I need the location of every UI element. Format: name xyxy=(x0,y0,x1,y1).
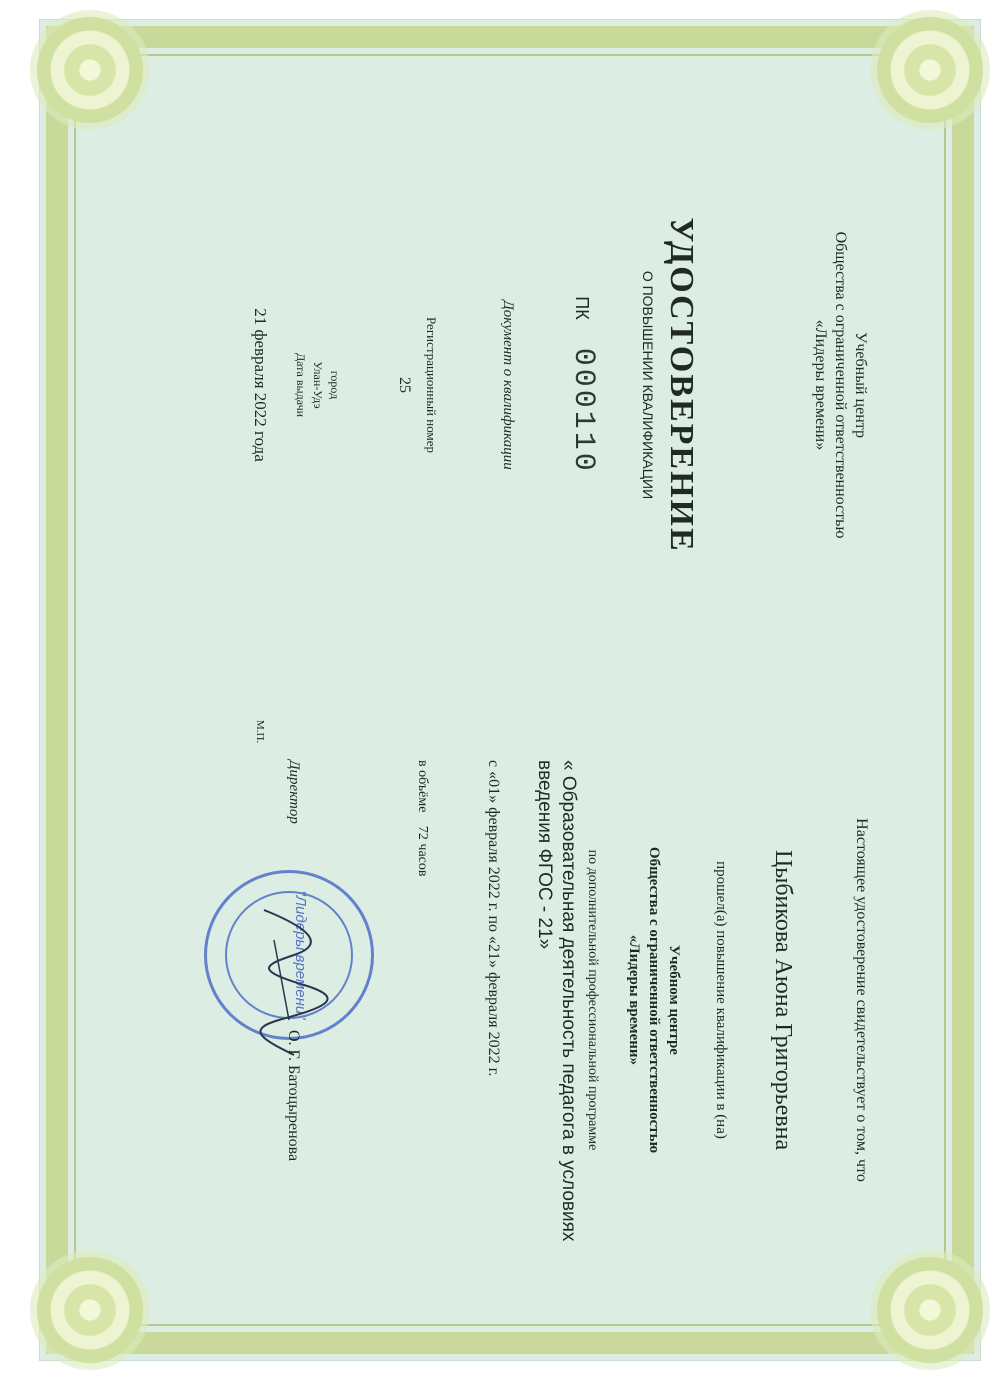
city-name: Улан-Удэ xyxy=(311,361,325,409)
serial-prefix: ПК xyxy=(572,296,592,320)
issuer-line: «Лидеры времени» xyxy=(812,319,829,451)
passed-text: прошел(а) повышение квалификации в (на) xyxy=(713,861,729,1139)
issuer-block xyxy=(810,90,870,680)
certificate-content xyxy=(40,20,980,1360)
center-line: «Лидеры времени» xyxy=(626,934,642,1066)
training-center-block xyxy=(624,700,684,1300)
center-line: Учебном центре xyxy=(666,945,682,1055)
intro-text: Настоящее удостоверение свидетельствует о том, что xyxy=(853,818,870,1182)
stamp-text: "Лидеры времени" xyxy=(292,890,309,1020)
issue-date-label: Дата выдачи xyxy=(294,352,308,418)
program-label: по дополнительной профессиональной программе xyxy=(585,849,600,1151)
issue-date: 21 февраля 2022 года xyxy=(251,308,270,462)
city-label: город xyxy=(328,370,342,400)
volume-block xyxy=(414,700,430,1300)
document-type: Документ о квалификации xyxy=(500,300,516,470)
volume-hours: 72 часов xyxy=(415,825,430,877)
program-title xyxy=(532,700,580,1300)
program-line: введения ФГОС - 21» xyxy=(534,760,555,950)
signature-block xyxy=(234,700,354,1300)
certificate-sheet xyxy=(40,20,980,1360)
program-line: « Образовательная деятельность педагога в условиях xyxy=(558,760,579,1242)
issuer-line: Учебный центр xyxy=(852,332,869,438)
issuer-line: Общества с ограниченной ответственностью xyxy=(832,231,849,539)
director-label: Директор xyxy=(286,760,302,824)
certificate-subtitle: О ПОВЫШЕНИИ КВАЛИФИКАЦИИ xyxy=(640,270,656,500)
details-page xyxy=(110,700,870,1300)
cover-page xyxy=(110,90,870,680)
holder-name: Цыбикова Аюна Григорьевна xyxy=(770,849,796,1151)
registration-number: 25 xyxy=(396,377,413,393)
certificate-title: УДОСТОВЕРЕНИЕ xyxy=(663,217,700,553)
center-line: Общества с ограниченной ответственностью xyxy=(646,846,662,1154)
volume-label: в объёме xyxy=(415,760,430,813)
serial-number: 000110 xyxy=(566,347,600,474)
registration-label: Регистрационный номер xyxy=(424,317,439,453)
training-dates: с «01» февраля 2022 г. по «21» февраля 2022 г. xyxy=(485,760,502,1077)
seal-place-label: М.П. xyxy=(254,720,266,744)
issue-place-block xyxy=(292,90,343,680)
serial-number-block xyxy=(566,90,600,680)
director-name: О. Г. Батоцыренова xyxy=(285,1030,302,1162)
